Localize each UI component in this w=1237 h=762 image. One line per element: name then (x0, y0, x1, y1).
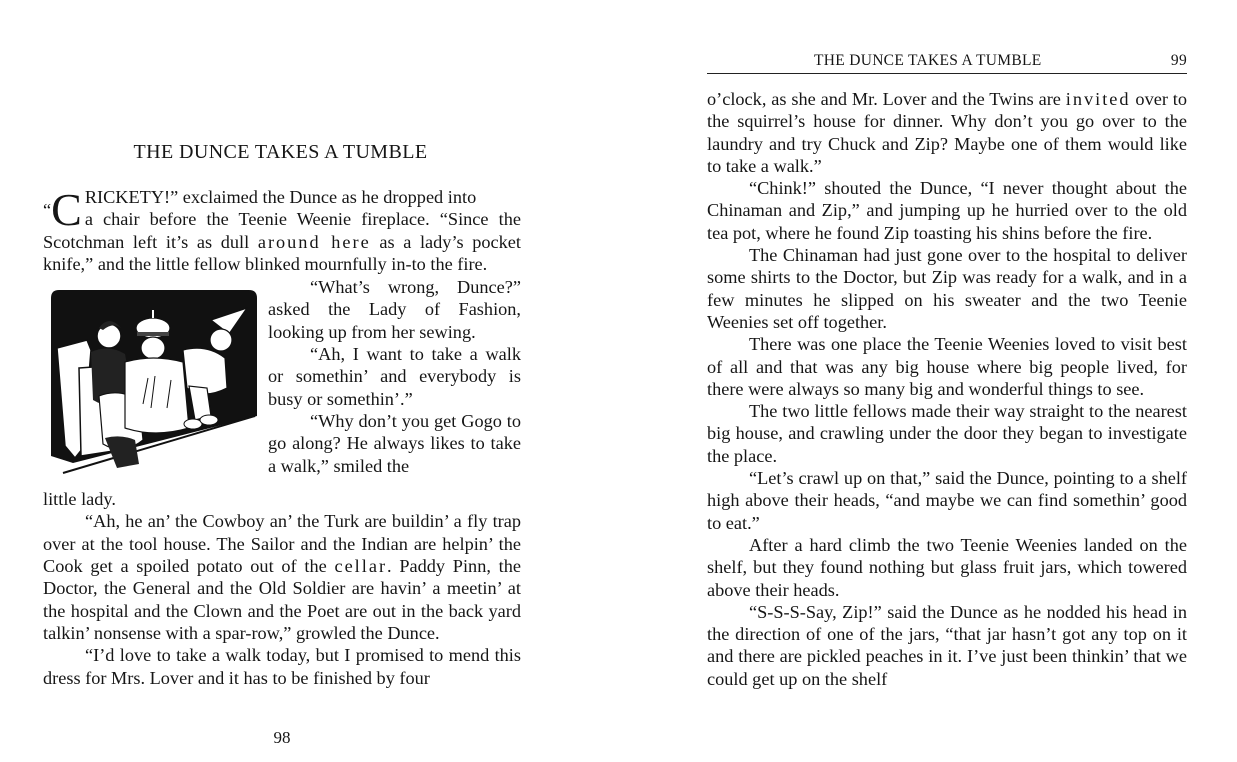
right-page (618, 0, 1237, 762)
paragraph: “Let’s crawl up on that,” said the Dunce, pointing to a shelf high above their heads, “and maybe we can find somethin’ good to eat.” (707, 468, 1187, 533)
paragraph: “I’d love to take a walk today, but I promised to mend this dress for Mrs. Lover and it has to be finished by four (43, 645, 521, 688)
opening-text: the Scotchman left it’s as dull (43, 209, 521, 252)
paragraph: “Chink!” shouted the Dunce, “I never thought about the Chinaman and Zip,” and jumping up he hurried over to the old tea pot, where he found Zip toasting his shins before the fire. (707, 178, 1187, 243)
opening-line-1: RICKETY!” exclaimed the Dunce as he dropped into (84, 187, 477, 207)
page-number: 98 (273, 728, 291, 747)
paragraph: “S-S-S-Say, Zip!” said the Dunce as he nodded his head in the direction of one of the jars, “that jar hasn’t got any top on it and there are pickled peaches in it. I’ve just been thinkin’ that we could get up on the shelf (707, 601, 1187, 689)
opening-line-2: a chair before the Teenie Weenie fireplace. “Since (84, 209, 489, 230)
paragraph-continuation: little lady. (43, 489, 116, 510)
header-rule (707, 73, 1187, 74)
drop-cap (43, 184, 82, 235)
drop-cap-quote: “ (43, 200, 52, 220)
paragraph-text-spaced: invited (1065, 89, 1131, 109)
chapter-title: THE DUNCE TAKES A TUMBLE (133, 141, 428, 163)
paragraph: “Ah, I want to take a walk or somethin’ and everybody is busy or somethin’.” (268, 344, 521, 409)
drop-cap-letter: C (51, 184, 82, 235)
left-page-body (43, 186, 521, 689)
illustration-image (43, 288, 263, 488)
paragraph: The Chinaman had just gone over to the hospital to deliver some shirts to the Doctor, but Zip was ready for a walk, and in a few minutes he slipped on his sweater and the two Teenie Weenies set off together. (707, 245, 1187, 332)
paragraph (43, 510, 521, 644)
paragraph-text-spaced: cellar (334, 556, 388, 577)
paragraph-text: “Ah, he an’ the Cowboy an’ the Turk are buildin’ a fly trap over at the tool house. The Sailor and the Indian are helpin’ the Cook get a spoiled potato out of the (43, 511, 521, 577)
paragraph: “What’s wrong, Dunce?” asked the Lady of Fashion, looking up from her sewing. (268, 277, 521, 342)
opening-paragraph (43, 186, 521, 275)
paragraph: After a hard climb the two Teenie Weenies landed on the shelf, but they found nothing but glass fruit jars, which towered above their heads. (707, 534, 1187, 600)
running-head-title: THE DUNCE TAKES A TUMBLE (814, 52, 1042, 69)
paragraph-text: o’clock, as she and Mr. Lover and the Twins are (707, 89, 1066, 109)
paragraph: “Why don’t you get Gogo to go along? He always likes to take a walk,” smiled the (268, 410, 521, 476)
paragraph-continuation (707, 88, 1187, 177)
page-number: 99 (1170, 52, 1187, 69)
paragraph: The two little fellows made their way straight to the nearest big house, and crawling under the door they began to investigate the place. (707, 401, 1187, 466)
paragraph-text-end: . Paddy Pinn, the Doctor, the General and the Old Soldier are havin’ a meetin’ at the hospital and the Clown and the Poet are out in the back yard talkin’ nonsense with a spar-row,” growled the Dunce. (43, 556, 521, 643)
figure-wrap-text (268, 275, 521, 488)
opening-text-spaced: around here (257, 231, 371, 252)
left-page (0, 0, 600, 762)
paragraph-text-end: over to the squirrel’s house for dinner. Why don’t you go over to the laundry and try Chuck and Zip? Maybe one of them would like to take a walk.” (707, 89, 1188, 176)
paragraph: There was one place the Teenie Weenies loved to visit best of all and that was any big house where big people lived, for there were always so many big and wonderful things to see. (707, 334, 1187, 399)
figure-row (43, 275, 521, 488)
opening-text-end: as a lady’s pocket knife,” and the little fellow blinked mournfully in-to the fire. (43, 231, 522, 274)
right-page-body (707, 88, 1187, 690)
